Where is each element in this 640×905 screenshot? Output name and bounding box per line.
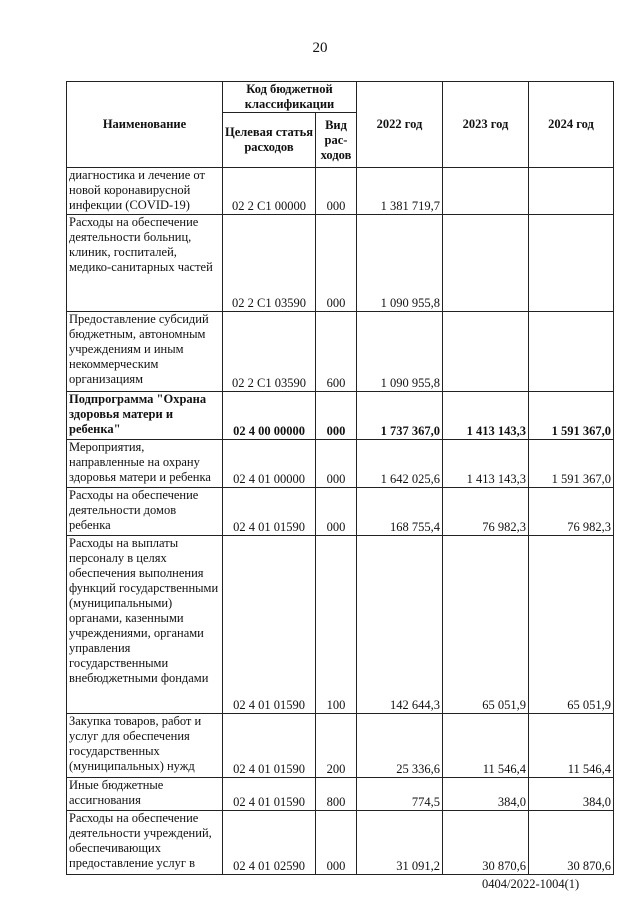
row-value-2023: 30 870,6 <box>443 811 529 875</box>
row-target-article: 02 4 00 00000 <box>223 392 316 440</box>
row-target-article: 02 4 01 01590 <box>223 778 316 811</box>
row-value-2023 <box>443 312 529 392</box>
row-name: Расходы на обеспечение деятельности учреждений, обеспечивающих предоставление услуг в <box>67 811 223 875</box>
table-row <box>67 811 614 875</box>
row-value-2022: 1 642 025,6 <box>357 440 443 488</box>
row-value-2022: 1 090 955,8 <box>357 312 443 392</box>
header-2022: 2022 год <box>357 82 443 168</box>
row-name: Расходы на обеспечение деятельности домов ребенка <box>67 488 223 536</box>
row-expense-type: 100 <box>316 536 357 714</box>
table-row <box>67 778 614 811</box>
document-id: 0404/2022-1004(1) <box>482 877 580 891</box>
row-target-article: 02 4 01 02590 <box>223 811 316 875</box>
row-expense-type: 000 <box>316 392 357 440</box>
row-value-2023: 65 051,9 <box>443 536 529 714</box>
row-target-article: 02 4 01 01590 <box>223 714 316 778</box>
row-target-article: 02 2 С1 03590 <box>223 312 316 392</box>
row-name: Иные бюджетные ассигнования <box>67 778 223 811</box>
row-value-2022: 25 336,6 <box>357 714 443 778</box>
row-name: Предоставление субсидий бюджетным, автономным учреждениям и иным некоммерческим организациям <box>67 312 223 392</box>
row-value-2024: 384,0 <box>529 778 614 811</box>
row-value-2023 <box>443 215 529 312</box>
row-value-2023: 384,0 <box>443 778 529 811</box>
row-expense-type: 000 <box>316 811 357 875</box>
row-value-2024 <box>529 312 614 392</box>
row-value-2023: 1 413 143,3 <box>443 392 529 440</box>
row-value-2024: 30 870,6 <box>529 811 614 875</box>
row-value-2022: 1 381 719,7 <box>357 168 443 215</box>
row-value-2022: 142 644,3 <box>357 536 443 714</box>
row-value-2022: 1 737 367,0 <box>357 392 443 440</box>
row-value-2023: 1 413 143,3 <box>443 440 529 488</box>
budget-table <box>66 81 614 875</box>
row-value-2024 <box>529 168 614 215</box>
row-target-article: 02 4 01 01590 <box>223 536 316 714</box>
row-name: Мероприятия, направленные на охрану здоровья матери и ребенка <box>67 440 223 488</box>
row-name: Расходы на выплаты персоналу в целях обеспечения выполнения функций государственными (муниципальными) органами, казенными учреждениями, органами управления государственными внебюджетными фондами <box>67 536 223 714</box>
page-number: 20 <box>312 40 328 56</box>
row-value-2024 <box>529 215 614 312</box>
table-row <box>67 168 614 215</box>
table-row <box>67 714 614 778</box>
header-name: Наименование <box>67 82 223 168</box>
row-expense-type: 000 <box>316 440 357 488</box>
row-value-2023: 11 546,4 <box>443 714 529 778</box>
row-expense-type: 600 <box>316 312 357 392</box>
row-target-article: 02 4 01 01590 <box>223 488 316 536</box>
row-value-2022: 31 091,2 <box>357 811 443 875</box>
row-target-article: 02 4 01 00000 <box>223 440 316 488</box>
row-target-article: 02 2 С1 03590 <box>223 215 316 312</box>
table-row <box>67 440 614 488</box>
table-row <box>67 536 614 714</box>
header-2024: 2024 год <box>529 82 614 168</box>
row-value-2024: 11 546,4 <box>529 714 614 778</box>
row-name: диагностика и лечение от новой коронавирусной инфекции (COVID-19) <box>67 168 223 215</box>
row-value-2022: 1 090 955,8 <box>357 215 443 312</box>
row-name: Закупка товаров, работ и услуг для обеспечения государственных (муниципальных) нужд <box>67 714 223 778</box>
row-value-2024: 76 982,3 <box>529 488 614 536</box>
header-expense-type: Вид рас-ходов <box>316 113 357 168</box>
row-name: Расходы на обеспечение деятельности больниц, клиник, госпиталей, медико-санитарных частей <box>67 215 223 312</box>
table-row <box>67 215 614 312</box>
row-value-2024: 1 591 367,0 <box>529 440 614 488</box>
row-name: Подпрограмма "Охрана здоровья матери и ребенка" <box>67 392 223 440</box>
table-row <box>67 392 614 440</box>
row-value-2022: 774,5 <box>357 778 443 811</box>
row-value-2024: 65 051,9 <box>529 536 614 714</box>
row-expense-type: 000 <box>316 215 357 312</box>
header-target-article: Целевая статья расходов <box>223 113 316 168</box>
row-expense-type: 000 <box>316 488 357 536</box>
row-value-2023 <box>443 168 529 215</box>
row-expense-type: 200 <box>316 714 357 778</box>
row-expense-type: 800 <box>316 778 357 811</box>
row-value-2024: 1 591 367,0 <box>529 392 614 440</box>
row-value-2023: 76 982,3 <box>443 488 529 536</box>
header-kbk-group: Код бюджетной классификации <box>223 82 357 113</box>
row-target-article: 02 2 С1 00000 <box>223 168 316 215</box>
header-2023: 2023 год <box>443 82 529 168</box>
table-row <box>67 312 614 392</box>
row-value-2022: 168 755,4 <box>357 488 443 536</box>
table-row <box>67 488 614 536</box>
row-expense-type: 000 <box>316 168 357 215</box>
